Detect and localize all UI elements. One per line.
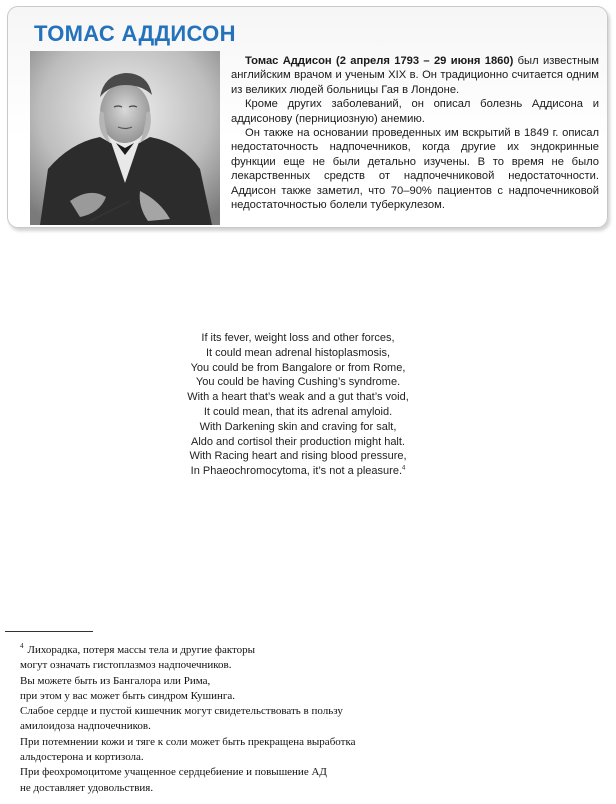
portrait-engraving: [30, 51, 220, 225]
sidebar-title: ТОМАС АДДИСОН: [34, 21, 236, 46]
footnote-line: Слабое сердце и пустой кишечник могут свидетельствовать в пользу: [20, 705, 343, 718]
bio-intro: был известным английским врачом и ученым XIX в. Он традиционно считается одним из великих людей больницы Гая в Лондоне.: [231, 55, 599, 96]
footnote-line-text: Лихорадка, потеря массы тела и другие факторы: [27, 644, 256, 656]
bio-paragraph-2: Кроме других заболеваний, он описал болезнь Аддисона и аддисонову (пернициозную) анемию.: [231, 98, 599, 125]
footnote-line: амилоидоза надпочечников.: [20, 720, 151, 733]
footnote-line: [20, 643, 440, 658]
poem-line: It could mean adrenal histoplasmosis,: [205, 346, 391, 359]
footnote-line: Вы можете быть из Бангалора или Рима,: [20, 674, 211, 687]
footnote: [20, 643, 440, 796]
footnote-line: При потемнении кожи и тяге к соли может быть прекращена выработка: [20, 735, 356, 748]
poem-line: You could be having Cushing’s syndrome.: [195, 376, 401, 389]
biography-sidebar: [7, 6, 608, 228]
bio-name: Томас Аддисон (2 апреля 1793 – 29 июня 1860): [245, 55, 514, 67]
poem-line-last: [148, 464, 448, 479]
poem-line: You could be from Bangalore or from Rome,: [190, 361, 406, 374]
poem-line: Aldo and cortisol their production might halt.: [190, 435, 405, 448]
footnote-line: При феохромоцитоме учащенное сердцебиение и повышение АД: [20, 766, 327, 779]
footnote-marker: 4: [20, 642, 24, 651]
portrait-image: [30, 51, 220, 225]
poem-line: It could mean, that its adrenal amyloid.: [203, 405, 393, 418]
bio-paragraph-3: Он также на основании проведенных им вскрытий в 1849 г. описал недостаточность надпочечников, когда другие их эндокринные функции еще не были детально изучены. В то время не было лекарственных средств от надпочечниковой недостаточности. Аддисон также заметил, что 70–90% пациентов с надпочечниковой недостаточностью болели туберкулезом.: [231, 127, 599, 212]
poem-line: With a heart that’s weak and a gut that’s void,: [187, 391, 409, 404]
footnote-reference[interactable]: 4: [402, 465, 406, 472]
poem-line-text: In Phaeochromocytoma, it’s not a pleasure.: [190, 465, 402, 478]
poem-line: If its fever, weight loss and other forces,: [201, 332, 395, 344]
poem-line: With Racing heart and rising blood pressure,: [189, 450, 407, 463]
poem: [148, 331, 448, 479]
poem-line: With Darkening skin and craving for salt,: [199, 420, 397, 433]
footnote-divider: [5, 631, 93, 632]
footnote-line: альдостерона и кортизола.: [20, 751, 144, 764]
biography-text: [231, 54, 599, 212]
footnote-line: могут означать гистоплазмоз надпочечников.: [20, 659, 232, 672]
footnote-line: не доставляет удовольствия.: [20, 781, 154, 794]
footnote-line: при этом у вас может быть синдром Кушинга.: [20, 689, 236, 702]
bio-paragraph-1: [231, 54, 599, 97]
